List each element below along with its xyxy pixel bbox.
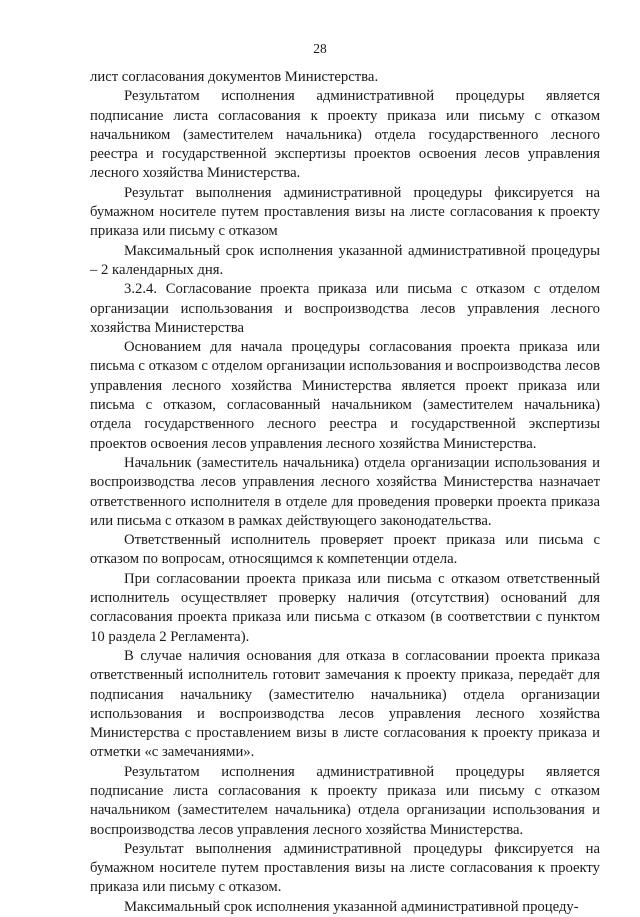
paragraph-max-term: Максимальный срок исполнения указанной административной процедуры – 2 календарных дня.	[90, 242, 600, 278]
paragraph-result-signing: Результатом исполнения административной процедуры является подписание листа согласования к проекту приказа или письму с отказом начальником (заместителем начальника) отдела государственного лесного реестра и государственной экспертизы проектов освоения лесов управления лесного хозяйства Министерства.	[90, 88, 600, 182]
section-heading-3-2-4: 3.2.4. Согласование проекта приказа или письма с отказом с отделом организации использования и воспроизводства лесов управления лесного хозяйства Министерства	[90, 281, 600, 336]
paragraph-head-assigns: Начальник (заместитель начальника) отдела организации использования и воспроизводства лесов управления лесного хозяйства Министерства назначает ответственного исполнителя в отделе для проведения проверки проекта приказа или письма с отказом в рамках действующего законодательства.	[90, 454, 600, 529]
paragraph-result-recording-2: Результат выполнения административной процедуры фиксируется на бумажном носителе путем проставления визы на листе согласования к проекту приказа или письму с отказом.	[90, 840, 600, 896]
paragraph-basis: Основанием для начала процедуры согласования проекта приказа или письма с отказом с отделом организации использования и воспроизводства лесов управления лесного хозяйства Министерства является проект приказа или письма с отказом, согласованный начальником (заместителем начальника) отдела государственного лесного реестра и государственной экспертизы проектов освоения лесов управления лесного хозяйства Министерства.	[90, 339, 600, 452]
page-number: 28	[313, 41, 327, 56]
paragraph-refusal-grounds: В случае наличия основания для отказа в согласовании проекта приказа ответственный исполнитель готовит замечания к проекту приказа, передаёт для подписания начальнику (заместителю начальника) отдела организации использования и воспроизводства лесов управления лесного хозяйства Министерства с проставлением визы в листе согласования к проекту приказа и отметки «с замечаниями».	[90, 647, 600, 761]
paragraph-executor-checks: Ответственный исполнитель проверяет проект приказа или письма с отказом по вопросам, относящимся к компетенции отдела.	[90, 532, 600, 568]
paragraph-approval-sheet: лист согласования документов Министерства.	[90, 69, 379, 85]
paragraph-verification: При согласовании проекта приказа или письма с отказом ответственный исполнитель осуществляет проверку наличия (отсутствия) оснований для согласования проекта приказа или письма с отказом (в соответствии с пунктом 10 раздела 2 Регламента).	[90, 570, 600, 645]
paragraph-max-term-2: Максимальный срок исполнения указанной административной процеду-	[124, 898, 579, 915]
paragraph-result-recording: Результат выполнения административной процедуры фиксируется на бумажном носителе путем проставления визы на листе согласования к проекту приказа или письму с отказом	[90, 184, 600, 240]
paragraph-result-signing-2: Результатом исполнения административной процедуры является подписание листа согласования к проекту приказа или письму с отказом начальником (заместителем начальника) отдела организации использования и воспроизводства лесов управления лесного хозяйства Министерства.	[90, 763, 600, 838]
document-body	[90, 68, 600, 917]
